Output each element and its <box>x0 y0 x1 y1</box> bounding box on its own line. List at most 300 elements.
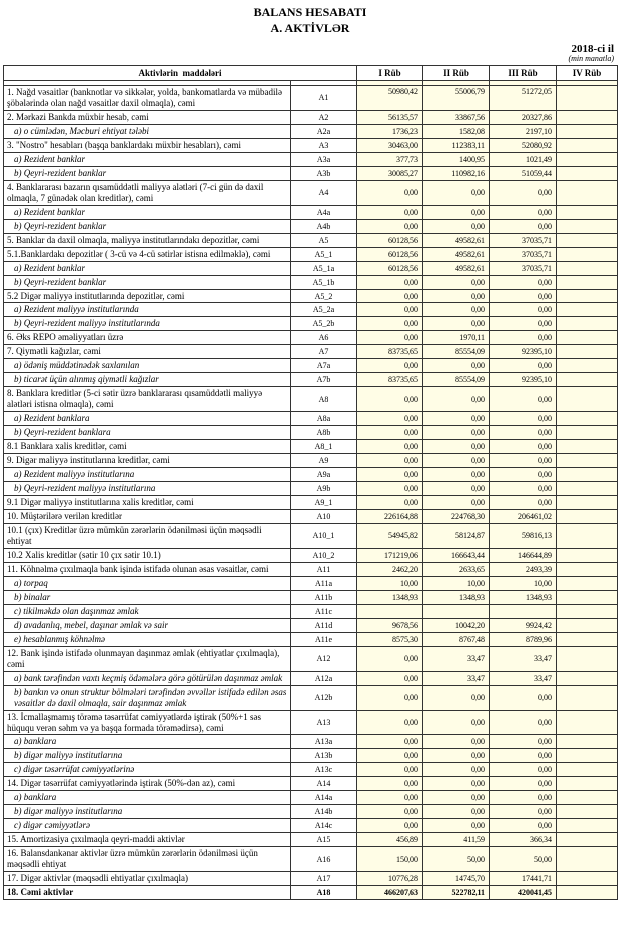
row-code: A9_1 <box>291 496 357 510</box>
row-value-q2: 0,00 <box>423 440 490 454</box>
table-row <box>4 303 618 317</box>
row-value-q4 <box>557 576 618 590</box>
row-label: 10.2 Xalis kreditlər (sətir 10 çıx sətir 10.1) <box>4 548 291 562</box>
row-value-q2: 110982,16 <box>423 166 490 180</box>
row-value-q4 <box>557 819 618 833</box>
col-header-q2: II Rüb <box>423 65 490 80</box>
row-label: b) Qeyri-rezident banklar <box>4 275 291 289</box>
row-label: 12. Bank işində istifadə olunmayan daşınmaz əmlak (ehtiyatlar çıxılmaqla), cəmi <box>4 646 291 671</box>
row-code: A5_1a <box>291 261 357 275</box>
row-label: a) Rezident banklara <box>4 412 291 426</box>
row-value-q2: 10,00 <box>423 576 490 590</box>
row-label: 2. Mərkəzi Bankda müxbir hesab, cəmi <box>4 110 291 124</box>
row-label: a) bank tərəfindən vaxtı keçmiş ödəmələrə görə götürülən daşınmaz əmlak <box>4 671 291 685</box>
row-value-q2: 33,47 <box>423 671 490 685</box>
row-label: b) digər maliyyə institutlarına <box>4 805 291 819</box>
table-row <box>4 85 618 110</box>
row-value-q4 <box>557 303 618 317</box>
row-value-q1: 0,00 <box>357 219 423 233</box>
row-value-q2: 0,00 <box>423 205 490 219</box>
row-code: A11 <box>291 562 357 576</box>
row-label: a) ödəniş müddətinədək saxlanılan <box>4 359 291 373</box>
row-value-q1: 0,00 <box>357 646 423 671</box>
row-value-q4 <box>557 618 618 632</box>
row-value-q1: 456,89 <box>357 833 423 847</box>
balance-table <box>3 65 618 900</box>
table-row <box>4 496 618 510</box>
row-value-q1: 0,00 <box>357 426 423 440</box>
row-value-q3: 37035,71 <box>490 233 557 247</box>
row-code: A2 <box>291 110 357 124</box>
row-label: c) digər təsərrüfat cəmiyyətlərinə <box>4 763 291 777</box>
row-label: b) binalar <box>4 590 291 604</box>
row-code: A5_2 <box>291 289 357 303</box>
row-value-q4 <box>557 496 618 510</box>
row-value-q4 <box>557 289 618 303</box>
row-value-q4 <box>557 872 618 886</box>
row-value-q3: 0,00 <box>490 275 557 289</box>
row-value-q4 <box>557 685 618 710</box>
row-value-q4 <box>557 805 618 819</box>
table-row <box>4 833 618 847</box>
table-row <box>4 110 618 124</box>
row-value-q4 <box>557 833 618 847</box>
row-value-q2: 0,00 <box>423 749 490 763</box>
row-value-q4 <box>557 412 618 426</box>
table-row <box>4 373 618 387</box>
row-value-q3: 0,00 <box>490 791 557 805</box>
row-value-q3: 20327,86 <box>490 110 557 124</box>
row-value-q3: 37035,71 <box>490 247 557 261</box>
row-label: 13. İcmallaşmamış törəmə təsərrüfat cəmiyyətlərdə iştirak (50%+1 səs hüququ verən səhm və ya başqa formada törəmədirsə), cəmi <box>4 710 291 735</box>
row-value-q4 <box>557 440 618 454</box>
row-value-q1: 1348,93 <box>357 590 423 604</box>
report-year: 2018-ci il <box>571 43 614 56</box>
row-value-q4 <box>557 777 618 791</box>
row-value-q4 <box>557 124 618 138</box>
row-value-q4 <box>557 166 618 180</box>
row-value-q2: 0,00 <box>423 496 490 510</box>
row-value-q3: 0,00 <box>490 819 557 833</box>
row-value-q1: 0,00 <box>357 482 423 496</box>
row-code: A13 <box>291 710 357 735</box>
row-code: A8a <box>291 412 357 426</box>
table-row <box>4 261 618 275</box>
row-value-q1: 0,00 <box>357 454 423 468</box>
row-value-q1: 0,00 <box>357 791 423 805</box>
row-value-q2 <box>423 604 490 618</box>
table-row <box>4 152 618 166</box>
header-row <box>4 65 618 80</box>
row-value-q2: 85554,09 <box>423 345 490 359</box>
row-value-q2: 0,00 <box>423 777 490 791</box>
row-value-q4 <box>557 275 618 289</box>
table-row <box>4 247 618 261</box>
row-value-q1: 1736,23 <box>357 124 423 138</box>
row-code: A15 <box>291 833 357 847</box>
row-value-q2: 8767,48 <box>423 632 490 646</box>
table-row <box>4 468 618 482</box>
row-value-q3: 0,00 <box>490 482 557 496</box>
row-value-q4 <box>557 261 618 275</box>
row-value-q1: 0,00 <box>357 749 423 763</box>
row-value-q1: 2462,20 <box>357 562 423 576</box>
row-value-q3: 146644,89 <box>490 548 557 562</box>
row-code: A13b <box>291 749 357 763</box>
table-row <box>4 166 618 180</box>
row-value-q2: 0,00 <box>423 819 490 833</box>
row-value-q3: 0,00 <box>490 359 557 373</box>
row-value-q1: 0,00 <box>357 496 423 510</box>
row-code: A5_1b <box>291 275 357 289</box>
table-row <box>4 345 618 359</box>
row-value-q3: 420041,45 <box>490 886 557 900</box>
row-value-q4 <box>557 152 618 166</box>
row-value-q4 <box>557 180 618 205</box>
row-label: c) digər cəmiyyətlərə <box>4 819 291 833</box>
row-value-q3 <box>490 604 557 618</box>
row-value-q3: 1021,49 <box>490 152 557 166</box>
row-value-q1: 0,00 <box>357 205 423 219</box>
row-value-q1: 0,00 <box>357 303 423 317</box>
row-value-q3: 206461,02 <box>490 510 557 524</box>
col-header-q4: IV Rüb <box>557 65 618 80</box>
row-value-q2: 0,00 <box>423 426 490 440</box>
row-code: A10_2 <box>291 548 357 562</box>
table-row <box>4 412 618 426</box>
table-row <box>4 317 618 331</box>
table-row <box>4 763 618 777</box>
row-value-q3: 0,00 <box>490 303 557 317</box>
row-code: A10 <box>291 510 357 524</box>
table-row <box>4 710 618 735</box>
row-code: A7 <box>291 345 357 359</box>
table-row <box>4 359 618 373</box>
row-code: A4 <box>291 180 357 205</box>
table-row <box>4 440 618 454</box>
row-label: 7. Qiymətli kağızlar, cəmi <box>4 345 291 359</box>
row-value-q2: 2633,65 <box>423 562 490 576</box>
row-code: A11e <box>291 632 357 646</box>
row-code: A3a <box>291 152 357 166</box>
row-value-q1: 60128,56 <box>357 247 423 261</box>
row-label: a) Rezident banklar <box>4 205 291 219</box>
row-value-q1: 0,00 <box>357 777 423 791</box>
row-label: a) o cümlədən, Məcburi ehtiyat tələbi <box>4 124 291 138</box>
row-label: 9.1 Digər maliyyə institutlarına xalis kreditlər, cəmi <box>4 496 291 510</box>
table-row <box>4 426 618 440</box>
row-code: A5_1 <box>291 247 357 261</box>
table-row <box>4 180 618 205</box>
row-value-q1: 30085,27 <box>357 166 423 180</box>
row-value-q3: 50,00 <box>490 847 557 872</box>
row-label: 6. Əks REPO əməliyyatları üzrə <box>4 331 291 345</box>
row-value-q4 <box>557 710 618 735</box>
row-value-q2: 0,00 <box>423 359 490 373</box>
row-code: A16 <box>291 847 357 872</box>
row-value-q4 <box>557 233 618 247</box>
row-value-q2: 49582,61 <box>423 261 490 275</box>
row-value-q1: 54945,82 <box>357 523 423 548</box>
row-code: A3b <box>291 166 357 180</box>
row-code: A13a <box>291 735 357 749</box>
row-label: 17. Digər aktivlər (məqsədli ehtiyatlar çıxılmaqla) <box>4 872 291 886</box>
row-value-q3: 0,00 <box>490 749 557 763</box>
row-value-q2: 58124,87 <box>423 523 490 548</box>
row-value-q3: 2493,39 <box>490 562 557 576</box>
row-value-q1: 83735,65 <box>357 373 423 387</box>
row-label: b) Qeyri-rezident banklar <box>4 219 291 233</box>
row-value-q1: 10,00 <box>357 576 423 590</box>
row-value-q2: 0,00 <box>423 791 490 805</box>
row-value-q3: 0,00 <box>490 454 557 468</box>
col-header-q1: I Rüb <box>357 65 423 80</box>
row-value-q2: 0,00 <box>423 219 490 233</box>
row-value-q3: 52080,92 <box>490 138 557 152</box>
row-label: b) Qeyri-rezident banklara <box>4 426 291 440</box>
row-value-q3: 2197,10 <box>490 124 557 138</box>
row-value-q4 <box>557 590 618 604</box>
row-value-q1: 83735,65 <box>357 345 423 359</box>
row-value-q2: 0,00 <box>423 710 490 735</box>
row-code: A9b <box>291 482 357 496</box>
row-code: A14b <box>291 805 357 819</box>
row-value-q1: 0,00 <box>357 387 423 412</box>
row-value-q3: 0,00 <box>490 777 557 791</box>
row-code: A17 <box>291 872 357 886</box>
row-value-q1: 0,00 <box>357 275 423 289</box>
row-value-q2: 1970,11 <box>423 331 490 345</box>
row-value-q3: 0,00 <box>490 426 557 440</box>
row-value-q2: 411,59 <box>423 833 490 847</box>
row-value-q2: 14745,70 <box>423 872 490 886</box>
row-value-q1: 226164,88 <box>357 510 423 524</box>
row-label: b) Qeyri-rezident banklar <box>4 166 291 180</box>
row-label: a) banklara <box>4 735 291 749</box>
row-value-q3: 0,00 <box>490 331 557 345</box>
table-row <box>4 646 618 671</box>
row-value-q1: 0,00 <box>357 735 423 749</box>
row-code: A9 <box>291 454 357 468</box>
table-row <box>4 138 618 152</box>
row-code: A1 <box>291 85 357 110</box>
row-label: 8. Banklara kreditlər (5-ci sətir üzrə banklararası qısamüddətli maliyyə alətləri istisna olmaqla), cəmi <box>4 387 291 412</box>
row-label: 5. Banklar da daxil olmaqla, maliyyə institutlarındakı depozitlər, cəmi <box>4 233 291 247</box>
row-label: b) digər maliyyə institutlarına <box>4 749 291 763</box>
row-value-q2: 33,47 <box>423 646 490 671</box>
row-label: e) hesablanmış köhnəlmə <box>4 632 291 646</box>
row-value-q1: 9678,56 <box>357 618 423 632</box>
row-value-q3: 92395,10 <box>490 345 557 359</box>
row-code: A5_2a <box>291 303 357 317</box>
row-code: A5 <box>291 233 357 247</box>
row-value-q2: 33867,56 <box>423 110 490 124</box>
row-value-q3: 0,00 <box>490 317 557 331</box>
row-code: A2a <box>291 124 357 138</box>
row-value-q4 <box>557 671 618 685</box>
row-value-q2: 85554,09 <box>423 373 490 387</box>
row-label: 5.2 Digər maliyyə institutlarında depozitlər, cəmi <box>4 289 291 303</box>
row-value-q4 <box>557 205 618 219</box>
row-value-q2: 0,00 <box>423 805 490 819</box>
row-value-q3: 0,00 <box>490 440 557 454</box>
row-value-q3: 0,00 <box>490 685 557 710</box>
report-subtitle: A. AKTİVLƏR <box>270 20 350 35</box>
table-header <box>4 65 618 85</box>
table-row <box>4 632 618 646</box>
row-value-q3: 0,00 <box>490 387 557 412</box>
table-row <box>4 124 618 138</box>
row-value-q2: 0,00 <box>423 289 490 303</box>
row-value-q1: 8575,30 <box>357 632 423 646</box>
row-value-q4 <box>557 247 618 261</box>
row-value-q3: 0,00 <box>490 763 557 777</box>
row-code: A4a <box>291 205 357 219</box>
row-value-q2: 0,00 <box>423 763 490 777</box>
row-value-q4 <box>557 387 618 412</box>
row-value-q4 <box>557 85 618 110</box>
table-row <box>4 562 618 576</box>
row-value-q2: 0,00 <box>423 454 490 468</box>
table-row <box>4 523 618 548</box>
row-value-q4 <box>557 548 618 562</box>
row-value-q4 <box>557 359 618 373</box>
row-value-q3: 59816,13 <box>490 523 557 548</box>
row-value-q2: 1348,93 <box>423 590 490 604</box>
row-label: a) Rezident banklar <box>4 152 291 166</box>
row-value-q4 <box>557 331 618 345</box>
table-row <box>4 685 618 710</box>
row-code: A9a <box>291 468 357 482</box>
table-row <box>4 289 618 303</box>
row-code: A11b <box>291 590 357 604</box>
row-value-q3: 0,00 <box>490 412 557 426</box>
row-value-q2: 49582,61 <box>423 247 490 261</box>
row-value-q3: 9924,42 <box>490 618 557 632</box>
table-row <box>4 791 618 805</box>
row-value-q2: 0,00 <box>423 412 490 426</box>
row-value-q4 <box>557 345 618 359</box>
row-value-q3: 0,00 <box>490 496 557 510</box>
col-header-q3: III Rüb <box>490 65 557 80</box>
row-value-q1: 0,00 <box>357 819 423 833</box>
row-value-q1 <box>357 604 423 618</box>
row-value-q1: 0,00 <box>357 685 423 710</box>
row-value-q2: 0,00 <box>423 735 490 749</box>
row-code: A4b <box>291 219 357 233</box>
row-value-q4 <box>557 523 618 548</box>
row-code: A11d <box>291 618 357 632</box>
row-value-q4 <box>557 454 618 468</box>
row-value-q4 <box>557 604 618 618</box>
row-value-q4 <box>557 110 618 124</box>
row-code: A12b <box>291 685 357 710</box>
row-value-q1: 0,00 <box>357 359 423 373</box>
row-code: A5_2b <box>291 317 357 331</box>
row-value-q3: 0,00 <box>490 289 557 303</box>
row-label: 3. "Nostro" hesabları (başqa banklardakı müxbir hesabları), cəmi <box>4 138 291 152</box>
row-value-q1: 150,00 <box>357 847 423 872</box>
row-value-q1: 466207,63 <box>357 886 423 900</box>
row-value-q1: 56135,57 <box>357 110 423 124</box>
row-label: 16. Balansdankənar aktivlər üzrə mümkün zərərlərin ödənilməsi üçün məqsədli ehtiyat <box>4 847 291 872</box>
row-value-q2: 224768,30 <box>423 510 490 524</box>
row-value-q1: 50980,42 <box>357 85 423 110</box>
row-value-q1: 0,00 <box>357 440 423 454</box>
row-value-q1: 377,73 <box>357 152 423 166</box>
table-row <box>4 387 618 412</box>
table-row <box>4 590 618 604</box>
row-code: A8 <box>291 387 357 412</box>
table-row <box>4 576 618 590</box>
row-value-q4 <box>557 373 618 387</box>
row-code: A18 <box>291 886 357 900</box>
row-value-q3: 51272,05 <box>490 85 557 110</box>
row-code: A11a <box>291 576 357 590</box>
row-value-q4 <box>557 632 618 646</box>
row-value-q3: 37035,71 <box>490 261 557 275</box>
row-value-q3: 366,34 <box>490 833 557 847</box>
table-row <box>4 735 618 749</box>
table-row <box>4 886 618 900</box>
row-value-q1: 30463,00 <box>357 138 423 152</box>
row-value-q2: 112383,11 <box>423 138 490 152</box>
row-value-q1: 0,00 <box>357 763 423 777</box>
row-value-q3: 0,00 <box>490 468 557 482</box>
row-value-q1: 0,00 <box>357 180 423 205</box>
row-value-q4 <box>557 138 618 152</box>
row-value-q1: 60128,56 <box>357 233 423 247</box>
row-code: A14a <box>291 791 357 805</box>
row-value-q3: 8789,96 <box>490 632 557 646</box>
row-label: 15. Amortizasiya çıxılmaqla qeyri-maddi aktivlər <box>4 833 291 847</box>
row-value-q1: 0,00 <box>357 289 423 303</box>
row-value-q2: 0,00 <box>423 317 490 331</box>
row-value-q4 <box>557 791 618 805</box>
row-value-q2: 166643,44 <box>423 548 490 562</box>
row-value-q3: 17441,71 <box>490 872 557 886</box>
row-value-q2: 0,00 <box>423 685 490 710</box>
table-row <box>4 454 618 468</box>
row-value-q3: 10,00 <box>490 576 557 590</box>
row-value-q4 <box>557 735 618 749</box>
row-label: a) banklara <box>4 791 291 805</box>
row-value-q2: 10042,20 <box>423 618 490 632</box>
row-value-q1: 60128,56 <box>357 261 423 275</box>
row-label: 9. Digər maliyyə institutlarına kreditlər, cəmi <box>4 454 291 468</box>
row-code: A11c <box>291 604 357 618</box>
row-label: b) Qeyri-rezident maliyyə institutlarına <box>4 482 291 496</box>
row-label: 4. Banklararası bazarın qısamüddətli maliyyə alətləri (7-ci gün də daxil olmaqla, 7 günədək olan kreditlər), cəmi <box>4 180 291 205</box>
table-row <box>4 872 618 886</box>
table-row <box>4 777 618 791</box>
row-value-q2: 49582,61 <box>423 233 490 247</box>
items-header-cell: Aktivlərin maddələri <box>4 65 357 80</box>
row-label: a) Rezident maliyyə institutlarına <box>4 468 291 482</box>
row-label: a) torpaq <box>4 576 291 590</box>
row-value-q1: 0,00 <box>357 671 423 685</box>
row-label: 14. Digər təsərrüfat cəmiyyətlərində iştirak (50%-dən az), cəmi <box>4 777 291 791</box>
row-label: 11. Köhnəlmə çıxılmaqla bank işində istifadə olunan əsas vəsaitlər, cəmi <box>4 562 291 576</box>
table-row <box>4 847 618 872</box>
row-value-q1: 0,00 <box>357 331 423 345</box>
row-label: b) bankın və onun struktur bölmələri tərəfindən əvvəllər istifadə edilən əsas vəsaitlər də daxil olmaqla, sair daşınmaz əmlak <box>4 685 291 710</box>
row-value-q3: 33,47 <box>490 646 557 671</box>
row-label: 8.1 Banklara xalis kreditlər, cəmi <box>4 440 291 454</box>
row-code: A12a <box>291 671 357 685</box>
row-label: 18. Cəmi aktivlər <box>4 886 291 900</box>
row-value-q1: 0,00 <box>357 710 423 735</box>
